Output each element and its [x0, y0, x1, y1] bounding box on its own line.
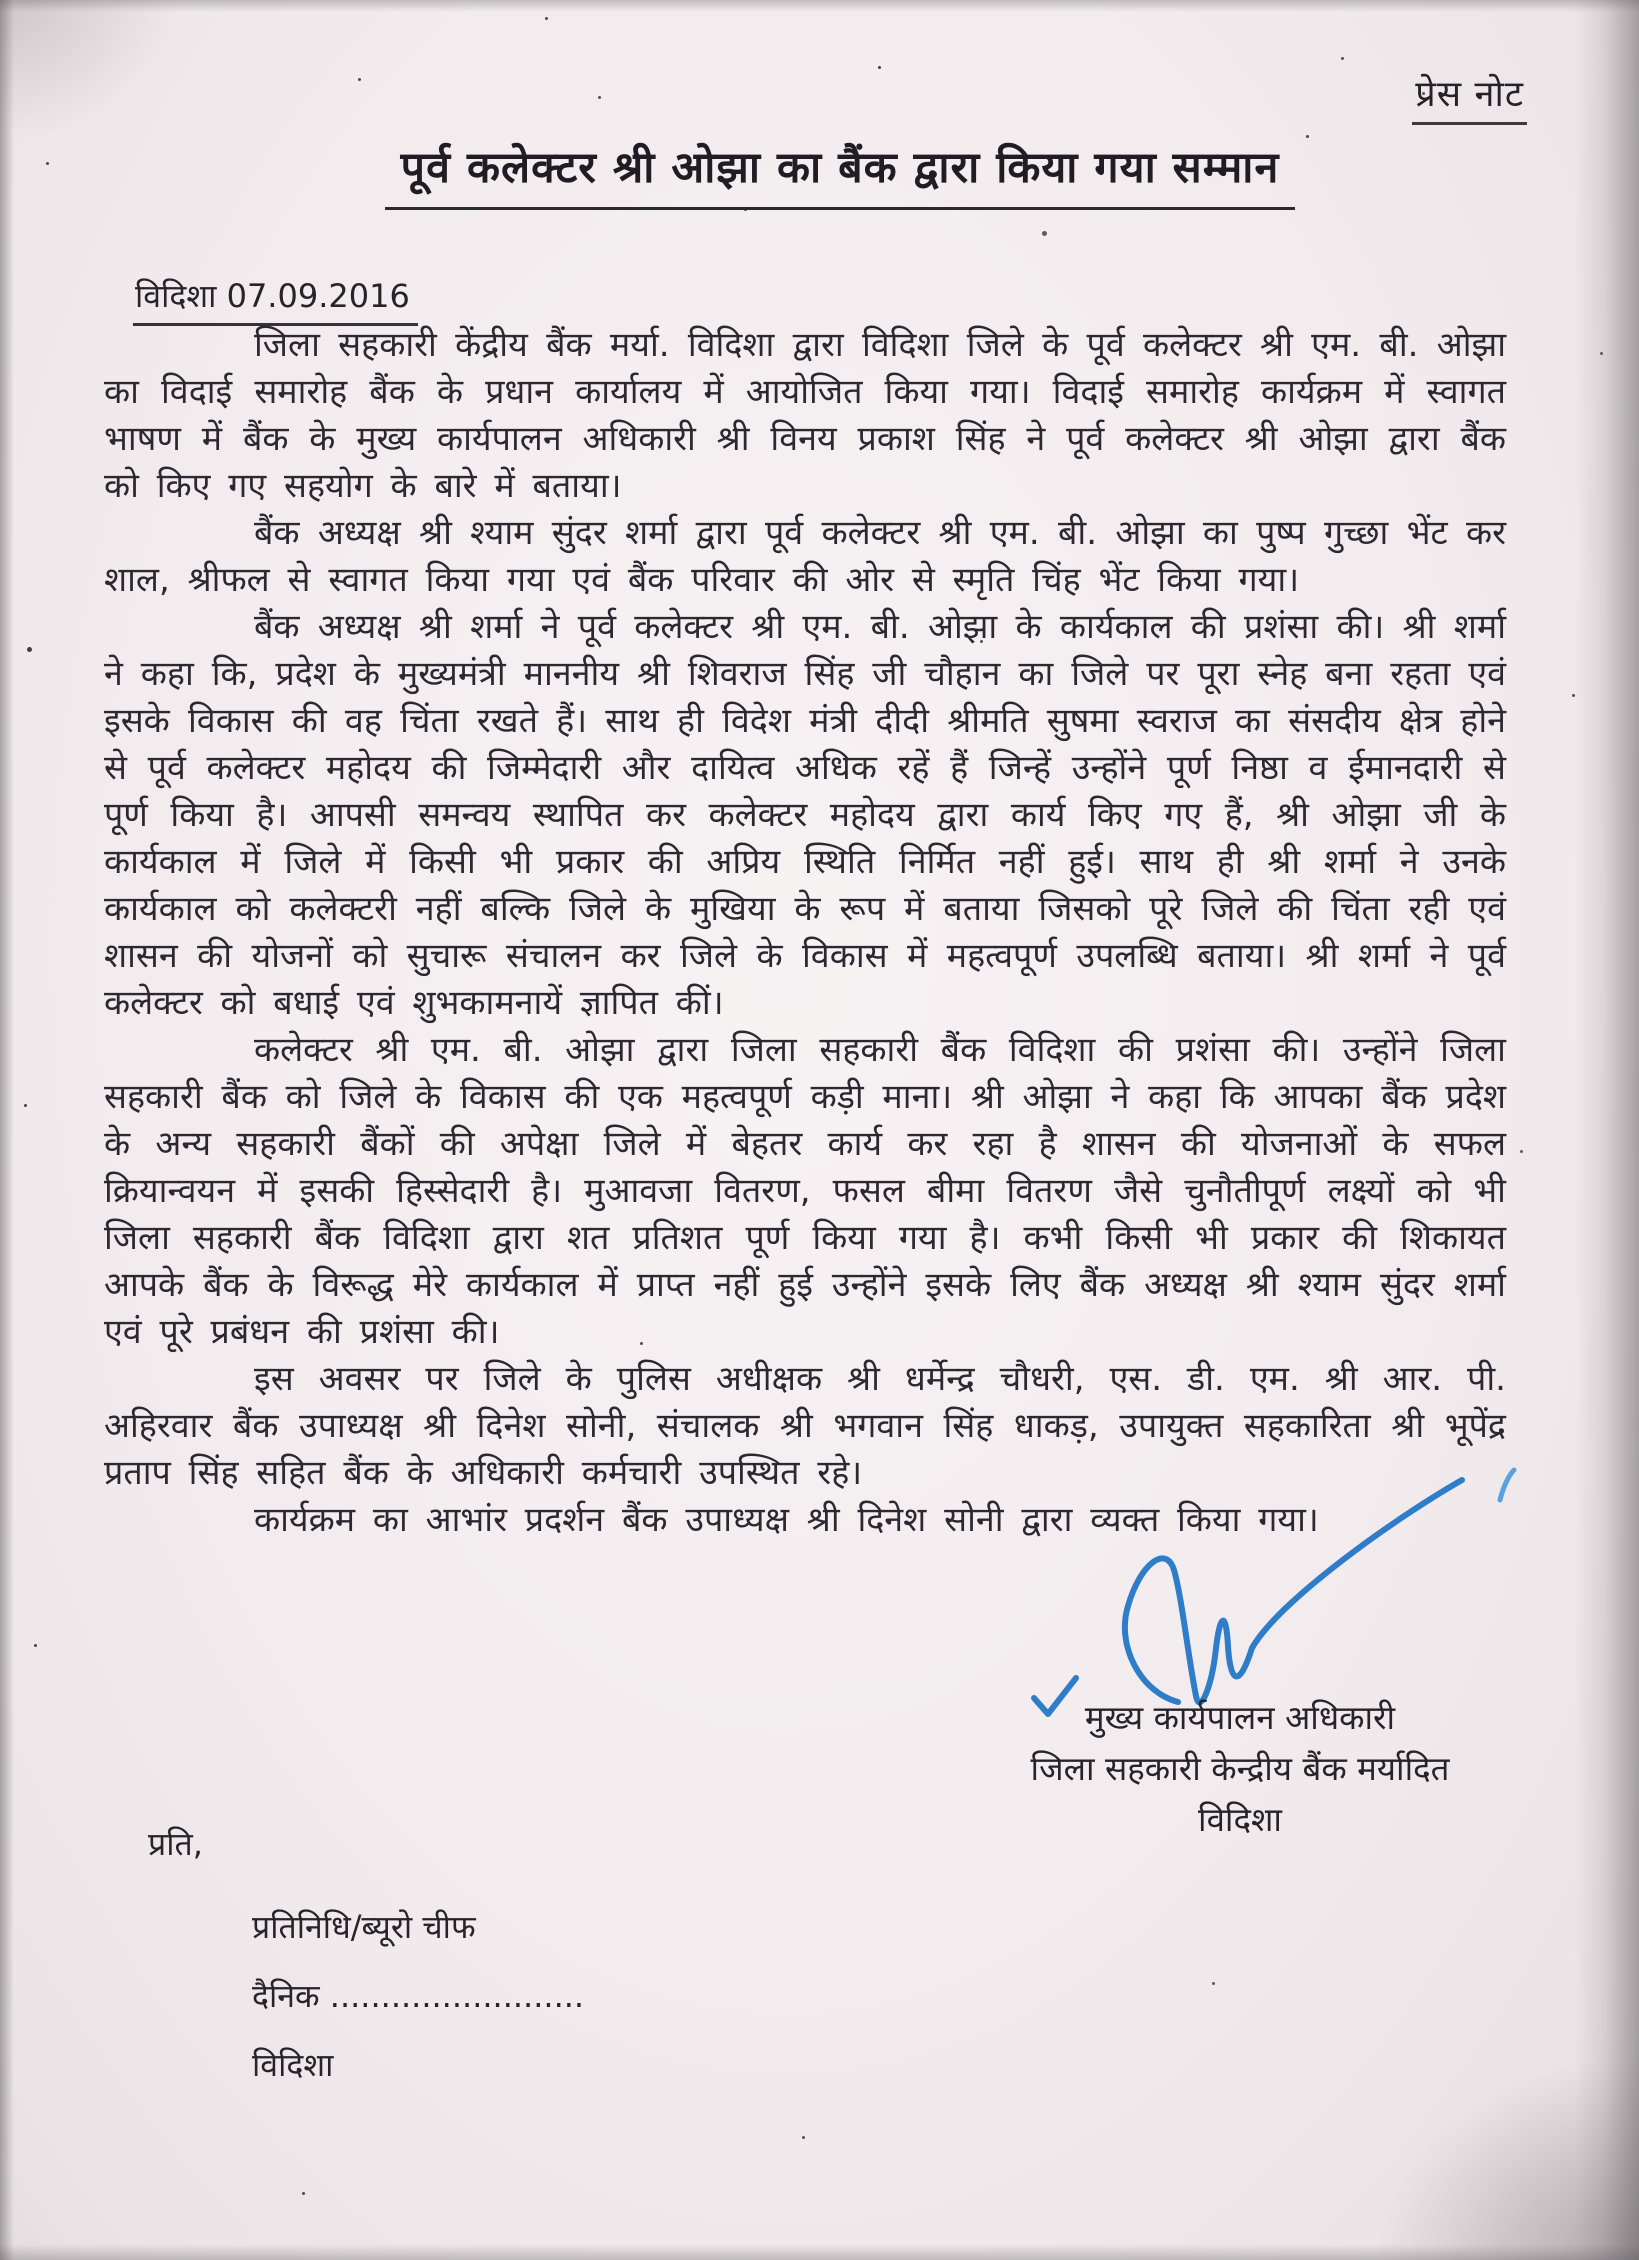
- dateline: विदिशा 07.09.2016: [133, 274, 418, 326]
- scan-noise-specks: [0, 0, 3, 3]
- paragraph-4: कलेक्टर श्री एम. बी. ओझा द्वारा जिला सहकारी बैंक विदिशा की प्रशंसा की। उन्होंने जिला सहकारी बैंक को जिले के विकास की एक महत्वपूर्ण कड़ी माना। श्री ओझा ने कहा कि आपका बैंक प्रदेश के अन्य सहकारी बैंकों की अपेक्षा जिले में बेहतर कार्य कर रहा है शासन की योजनाओं के सफल क्रियान्वयन में इसकी हिस्सेदारी है। मुआवजा वितरण, फसल बीमा वितरण जैसे चुनौतीपूर्ण लक्ष्यों को भी जिला सहकारी बैंक विदिशा द्वारा शत प्रतिशत पूर्ण किया गया है। कभी किसी भी प्रकार की शिकायत आपके बैंक के विरूद्ध मेरे कार्यकाल में प्राप्त नहीं हुई उन्होंने इसके लिए बैंक अध्यक्ष श्री श्याम सुंदर शर्मा एवं पूरे प्रबंधन की प्रशंसा की।: [104, 1030, 1506, 1352]
- page-corner-shadow-top: [0, 0, 180, 140]
- paragraph-1: जिला सहकारी केंद्रीय बैंक मर्या. विदिशा द्वारा विदिशा जिले के पूर्व कलेक्टर श्री एम. बी. ओझा का विदाई समारोह बैंक के प्रधान कार्यालय में आयोजित किया गया। विदाई समारोह कार्यक्रम में स्वागत भाषण में बैंक के मुख्य कार्यपालन अधिकारी श्री विनय प्रकाश सिंह ने पूर्व कलेक्टर श्री ओझा द्वारा बैंक को किए गए सहयोग के बारे में बताया।: [104, 325, 1506, 506]
- copy-to-label: प्रति,: [148, 1825, 203, 1863]
- page-edge-shadow-left: [0, 0, 14, 2260]
- page-corner-shadow: [1379, 2060, 1639, 2260]
- signature-stray-tick: [1500, 1470, 1514, 1500]
- distribution-daily-blank: दैनिक .........................: [252, 1977, 585, 2015]
- press-note-label: प्रेस नोट: [1412, 68, 1527, 125]
- signatory-organization: जिला सहकारी केन्द्रीय बैंक मर्यादित: [1030, 1749, 1450, 1788]
- page-edge-shadow-top: [0, 0, 1639, 12]
- page-title: [60, 136, 1620, 210]
- body-text: [104, 322, 1506, 1544]
- page-title-text: पूर्व कलेक्टर श्री ओझा का बैंक द्वारा किया गया सम्मान: [385, 136, 1296, 210]
- paragraph-6: कार्यक्रम का आभांर प्रदर्शन बैंक उपाध्यक्ष श्री दिनेश सोनी द्वारा व्यक्त किया गया।: [254, 1500, 1319, 1540]
- signatory-title: मुख्य कार्यपालन अधिकारी: [1084, 1698, 1396, 1737]
- distribution-recipient: प्रतिनिधि/ब्यूरो चीफ: [252, 1908, 476, 1946]
- paragraph-3: बैंक अध्यक्ष श्री शर्मा ने पूर्व कलेक्टर श्री एम. बी. ओझा के कार्यकाल की प्रशंसा की। श्री शर्मा ने कहा कि, प्रदेश के मुख्यमंत्री माननीय श्री शिवराज सिंह जी चौहान का जिले पर पूरा स्नेह बना रहता एवं इसके विकास की वह चिंता रखते हैं। साथ ही विदेश मंत्री दीदी श्रीमति सुषमा स्वराज का संसदीय क्षेत्र होने से पूर्व कलेक्टर महोदय की जिम्मेदारी और दायित्व अधिक रहें हैं जिन्हें उन्होंने पूर्ण निष्ठा व ईमानदारी से पूर्ण किया है। आपसी समन्वय स्थापित कर कलेक्टर महोदय द्वारा कार्य किए गए हैं, श्री ओझा जी के कार्यकाल में जिले में किसी भी प्रकार की अप्रिय स्थिति निर्मित नहीं हुई। साथ ही श्री शर्मा ने उनके कार्यकाल को कलेक्टरी नहीं बल्कि जिले के मुखिया के रूप में बताया जिसको पूरे जिले की चिंता रही एवं शासन की योजनों को सुचारू संचालन कर जिले के विकास में महत्वपूर्ण उपलब्धि बताया। श्री शर्मा ने पूर्व कलेक्टर को बधाई एवं शुभकामनायें ज्ञापित कीं।: [104, 607, 1506, 1023]
- paragraph-5: इस अवसर पर जिले के पुलिस अधीक्षक श्री धर्मेन्द्र चौधरी, एस. डी. एम. श्री आर. पी. अहिरवार बैंक उपाध्यक्ष श्री दिनेश सोनी, संचालक श्री भगवान सिंह धाकड़, उपायुक्त सहकारिता श्री भूपेंद्र प्रताप सिंह सहित बैंक के अधिकारी कर्मचारी उपस्थित रहे।: [104, 1359, 1506, 1493]
- signatory-place: विदिशा: [1198, 1800, 1282, 1839]
- paragraph-2: बैंक अध्यक्ष श्री श्याम सुंदर शर्मा द्वारा पूर्व कलेक्टर श्री एम. बी. ओझा का पुष्प गुच्छा भेंट कर शाल, श्रीफल से स्वागत किया गया एवं बैंक परिवार की ओर से स्मृति चिंह भेंट किया गया।: [104, 513, 1506, 600]
- distribution-block: [252, 1893, 584, 2100]
- signatory-block: [990, 1692, 1490, 1845]
- distribution-place: विदिशा: [252, 2046, 334, 2084]
- signature-scribble: [1125, 1480, 1462, 1702]
- page-edge-shadow-right: [1575, 0, 1639, 2260]
